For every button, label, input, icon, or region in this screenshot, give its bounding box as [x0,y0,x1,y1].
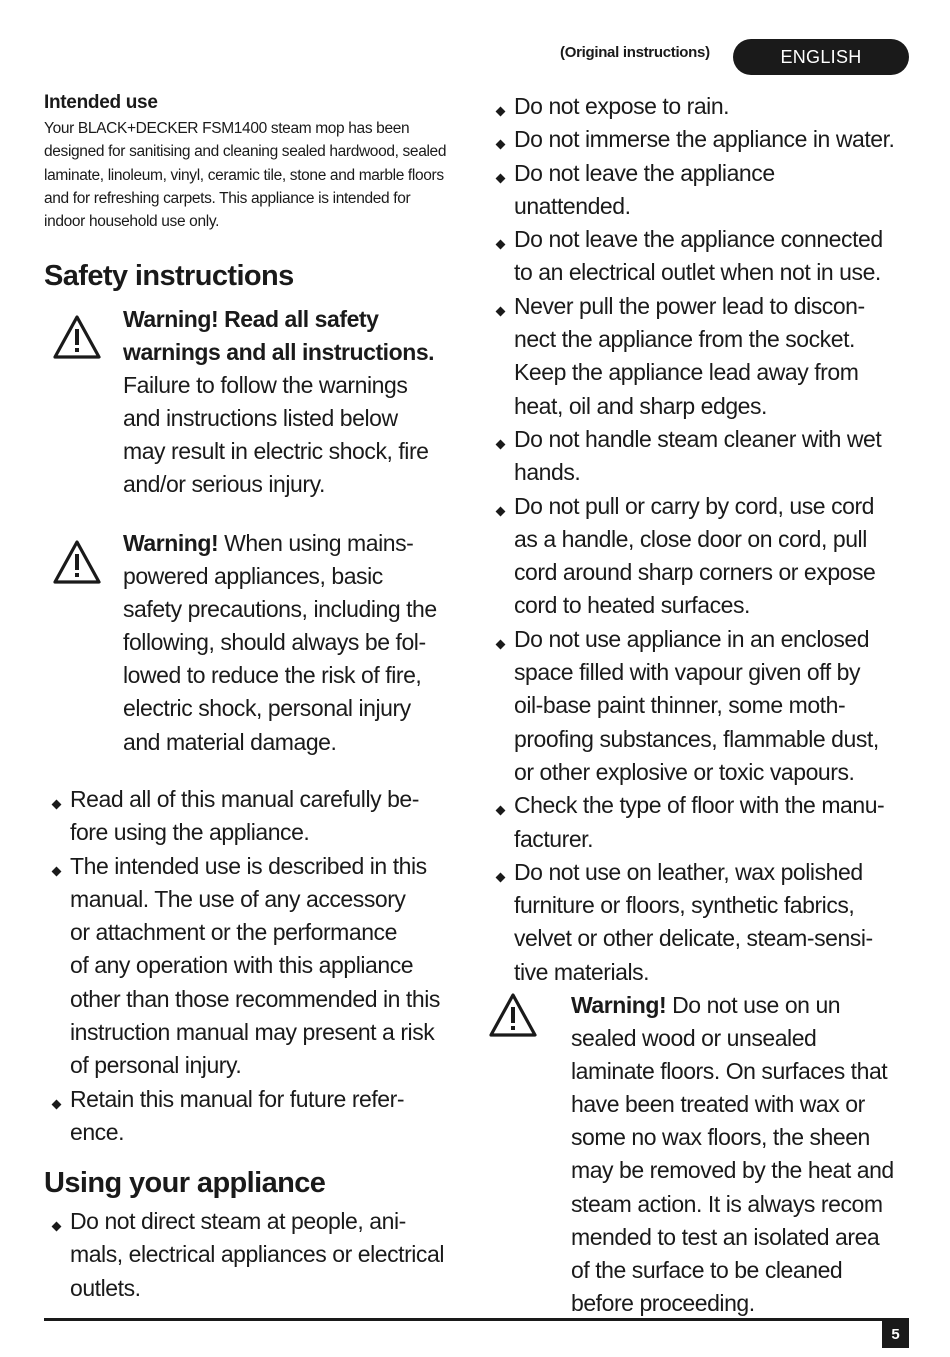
bullet-diamond-icon [52,800,62,810]
list-item-line: instruction manual may present a risk [70,1019,435,1046]
warning-2-bold-word: Warning! [123,530,219,556]
warning-3-line: before proceeding. [571,1289,755,1316]
warning-3-line: mended to test an isolated area [571,1223,880,1250]
intended-use-line: designed for sanitising and cleaning sealed hardwood, sealed [44,143,447,161]
warning-2-line: and material damage. [123,728,337,755]
list-item-line: manual. The use of any accessory [70,885,406,912]
list-item-line: of any operation with this appliance [70,952,414,979]
list-item-line: space filled with vapour given off by [514,659,861,686]
warning-3-line: may be removed by the heat and [571,1157,894,1184]
list-item-line: proofing substances, flammable dust, [514,725,879,752]
list-item [488,157,913,224]
warning-1-bold-line: Warning! Read all safety [123,306,379,332]
list-item [488,490,913,623]
warning-1-line: may result in electric shock, fire [123,438,429,465]
list-item-line: or other explosive or toxic vapours. [514,758,855,785]
list-item-line: The intended use is described in this [70,852,427,879]
warning-triangle-icon [52,539,102,590]
list-item-line: Retain this manual for future refer- [70,1085,405,1112]
list-item-line: Check the type of floor with the manu- [514,792,885,819]
warning-triangle-icon [52,314,102,365]
language-badge: ENGLISH [733,39,909,75]
list-item [488,789,913,856]
intended-use-line: and for refreshing carpets. This appliance is intended for [44,189,411,207]
bullet-diamond-icon [496,140,506,150]
bullet-diamond-icon [496,107,506,117]
warning-2-line: safety precautions, including the [123,596,437,623]
list-item-line: nect the appliance from the socket. [514,326,855,353]
bullet-diamond-icon [496,240,506,250]
bullet-diamond-icon [496,173,506,183]
safety-bullet-list [44,783,469,1149]
warning-3-text [571,989,911,1320]
original-instructions-label: (Original instructions) [560,44,710,61]
list-item-line: cord to heated surfaces. [514,592,750,619]
warning-2-first-line: When using mains- [218,530,414,556]
intended-use-line: indoor household use only. [44,213,220,231]
list-item-line: Do not pull or carry by cord, use cord [514,492,875,519]
list-item-line: tive materials. [514,958,650,985]
warning-2-line: electric shock, personal injury [123,695,411,722]
warning-3-line: some no wax floors, the sheen [571,1124,870,1151]
warning-1-text [123,303,463,502]
list-item [488,123,913,156]
warning-3-bold-word: Warning! [571,992,667,1018]
warning-2-line: powered appliances, basic [123,563,383,590]
bullet-diamond-icon [496,806,506,816]
list-item [488,290,913,423]
list-item-line: velvet or other delicate, steam-sensi- [514,925,873,952]
list-item-line: Do not leave the appliance [514,159,775,186]
warning-2-line: lowed to reduce the risk of fire, [123,662,422,689]
warning-3-line: laminate floors. On surfaces that [571,1058,888,1085]
list-item [488,423,913,490]
list-item-line: Do not direct steam at people, ani- [70,1208,406,1234]
list-item-line: Never pull the power lead to discon- [514,292,865,319]
safety-instructions-heading: Safety instructions [44,260,294,292]
warning-1-line: and instructions listed below [123,405,398,432]
list-item-line: ence. [70,1118,125,1145]
list-item-line: Do not use on leather, wax polished [514,858,863,885]
page-number: 5 [882,1321,909,1348]
list-item-line: Do not use appliance in an enclosed [514,625,870,652]
intended-use-line: laminate, linoleum, vinyl, ceramic tile, stone and marble floors [44,166,444,184]
warning-2-line: following, should always be fol- [123,629,426,656]
warning-triangle-icon [488,992,538,1043]
list-item-line: Keep the appliance lead away from [514,359,859,386]
using-bullet-list [44,1205,469,1305]
list-item-line: Do not handle steam cleaner with wet [514,425,882,452]
warning-1-line: and/or serious injury. [123,471,325,498]
list-item-line: fore using the appliance. [70,819,310,846]
bullet-diamond-icon [496,872,506,882]
right-bullet-list [488,90,913,989]
list-item-line: Read all of this manual carefully be- [70,786,419,812]
list-item-line: mals, electrical appliances or electrical [70,1241,444,1268]
list-item-line: to an electrical outlet when not in use. [514,259,881,286]
list-item-line: Do not expose to rain. [514,93,730,119]
warning-3-line: of the surface to be cleaned [571,1256,843,1283]
bullet-diamond-icon [496,306,506,316]
list-item-line: other than those recommended in this [70,985,440,1012]
warning-2-text [123,527,463,759]
list-item-line: furniture or floors, synthetic fabrics, [514,892,855,919]
list-item-line: Do not immerse the appliance in water. [514,126,895,153]
bullet-diamond-icon [496,440,506,450]
list-item [44,783,469,850]
warning-1-bold-line: warnings and all instructions. [123,339,435,366]
intended-use-line: Your BLACK+DECKER FSM1400 steam mop has been [44,120,410,137]
footer-rule [44,1318,909,1321]
warning-3-line: have been treated with wax or [571,1091,865,1118]
bullet-diamond-icon [496,639,506,649]
list-item-line: of personal injury. [70,1052,242,1079]
warning-1-line: Failure to follow the warnings [123,372,408,399]
bullet-diamond-icon [52,1099,62,1109]
list-item [488,223,913,290]
warning-3-first-line: Do not use on un [666,992,841,1018]
list-item [44,1205,469,1305]
warning-3-line: sealed wood or unsealed [571,1025,817,1052]
list-item-line: facturer. [514,825,594,852]
list-item [44,1083,469,1150]
intended-use-heading: Intended use [44,92,158,113]
list-item-line: Do not leave the appliance connected [514,226,883,253]
bullet-diamond-icon [52,1222,62,1232]
list-item-line: outlets. [70,1274,141,1301]
list-item [488,856,913,989]
bullet-diamond-icon [52,866,62,876]
list-item-line: as a handle, close door on cord, pull [514,525,867,552]
list-item-line: or attachment or the performance [70,919,397,946]
list-item-line: heat, oil and sharp edges. [514,392,767,419]
list-item [488,623,913,789]
warning-3-line: steam action. It is always recom [571,1190,883,1217]
list-item-line: cord around sharp corners or expose [514,559,876,586]
bullet-diamond-icon [496,506,506,516]
using-your-appliance-heading: Using your appliance [44,1167,326,1199]
list-item-line: hands. [514,459,581,486]
list-item [44,850,469,1083]
list-item-line: unattended. [514,192,631,219]
intended-use-text [44,117,474,233]
list-item-line: oil-base paint thinner, some moth- [514,692,846,719]
list-item [488,90,913,123]
